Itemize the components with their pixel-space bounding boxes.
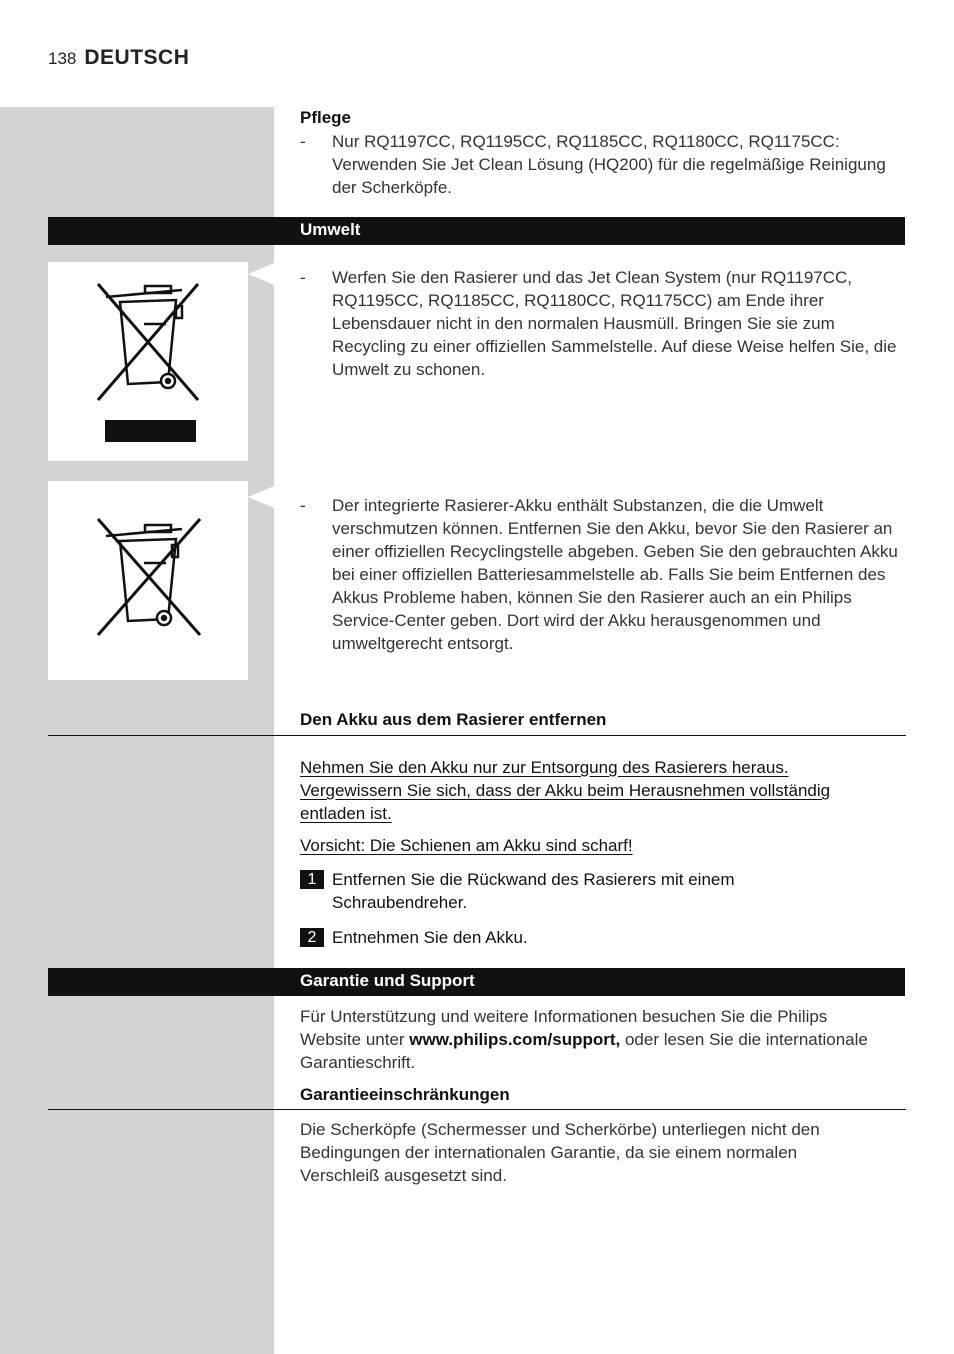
section-title-garantie: Garantie und Support — [300, 971, 475, 990]
step-text: Entnehmen Sie den Akku. — [332, 928, 528, 947]
callout-pointer-2 — [248, 486, 274, 508]
garantie-sub-heading: Garantieeinschränkungen — [300, 1085, 510, 1104]
section-bar-umwelt — [48, 217, 905, 245]
step-1 — [300, 868, 860, 914]
heading-rule — [48, 735, 906, 736]
umwelt-bullet-1 — [300, 266, 900, 381]
callout-pointer-1 — [248, 263, 274, 285]
step-number: 1 — [300, 870, 324, 889]
bullet-dash: - — [300, 132, 306, 151]
language-title: DEUTSCH — [84, 46, 190, 69]
pflege-bullet — [300, 130, 900, 199]
step-2 — [300, 926, 860, 949]
page-header — [48, 46, 189, 70]
akku-heading: Den Akku aus dem Rasierer entfernen — [300, 710, 607, 729]
akku-caution: Vorsicht: Die Schienen am Akku sind scharf! — [300, 836, 633, 855]
garantie-text-before: Für Unterstützung und weitere Informationen besuchen Sie die Philips Website unter — [300, 1007, 828, 1049]
recycling-image-2 — [48, 481, 248, 680]
bullet-dash: - — [300, 268, 306, 287]
crossed-out-bin-icon — [48, 262, 248, 461]
page-number: 138 — [48, 49, 77, 68]
support-url[interactable]: www.philips.com/support, — [409, 1030, 621, 1049]
garantie-text-after: oder lesen Sie die internationale Garantieschrift. — [300, 1030, 868, 1072]
akku-note: Nehmen Sie den Akku nur zur Entsorgung des Rasierers heraus. Vergewissern Sie sich, dass der Akku beim Herausnehmen vollständig entladen ist. — [300, 758, 831, 823]
garantie-sub-text: Die Scherköpfe (Schermesser und Scherkörbe) unterliegen nicht den Bedingungen der internationalen Garantie, da sie einem normalen Verschleiß ausgesetzt sind. — [300, 1120, 820, 1185]
section-title-umwelt: Umwelt — [300, 220, 361, 239]
umwelt-bullet-1-text: Werfen Sie den Rasierer und das Jet Clean System (nur RQ1197CC, RQ1195CC, RQ1185CC, RQ1180CC, RQ1175CC) am Ende ihrer Lebensdauer nicht in den normalen Hausmüll. Bringen Sie sie zum Recycling zu einer offiziellen Sammelstelle. Auf diese Weise helfen Sie, die Umwelt zu schonen. — [332, 268, 897, 379]
step-number: 2 — [300, 928, 324, 947]
umwelt-bullet-2-text: Der integrierte Rasierer-Akku enthält Substanzen, die die Umwelt verschmutzen können. Entfernen Sie den Akku, bevor Sie den Rasierer an einer offiziellen Recyclingstelle abgeben. Geben Sie den gebrauchten Akku bei einer offiziellen Batteriesammelstelle ab. Falls Sie beim Entfernen des Akkus Probleme haben, können Sie den Rasierer auch an ein Philips Service-Center geben. Dort wird der Akku herausgenommen und umweltgerecht entsorgt. — [332, 496, 898, 653]
crossed-out-bin-battery-icon — [48, 481, 248, 680]
pflege-bullet-text: Nur RQ1197CC, RQ1195CC, RQ1185CC, RQ1180CC, RQ1175CC: Verwenden Sie Jet Clean Lösung (HQ200) für die regelmäßige Reinigung der Scherköpfe. — [332, 132, 886, 197]
pflege-heading: Pflege — [300, 108, 352, 127]
garantie-text — [300, 1005, 880, 1074]
recycling-image-1 — [48, 262, 248, 461]
heading-rule — [48, 1109, 906, 1110]
bullet-dash: - — [300, 496, 306, 515]
step-text: Entfernen Sie die Rückwand des Rasierers mit einem Schraubendreher. — [332, 870, 735, 912]
section-bar-garantie — [48, 968, 905, 996]
umwelt-bullet-2 — [300, 494, 905, 655]
